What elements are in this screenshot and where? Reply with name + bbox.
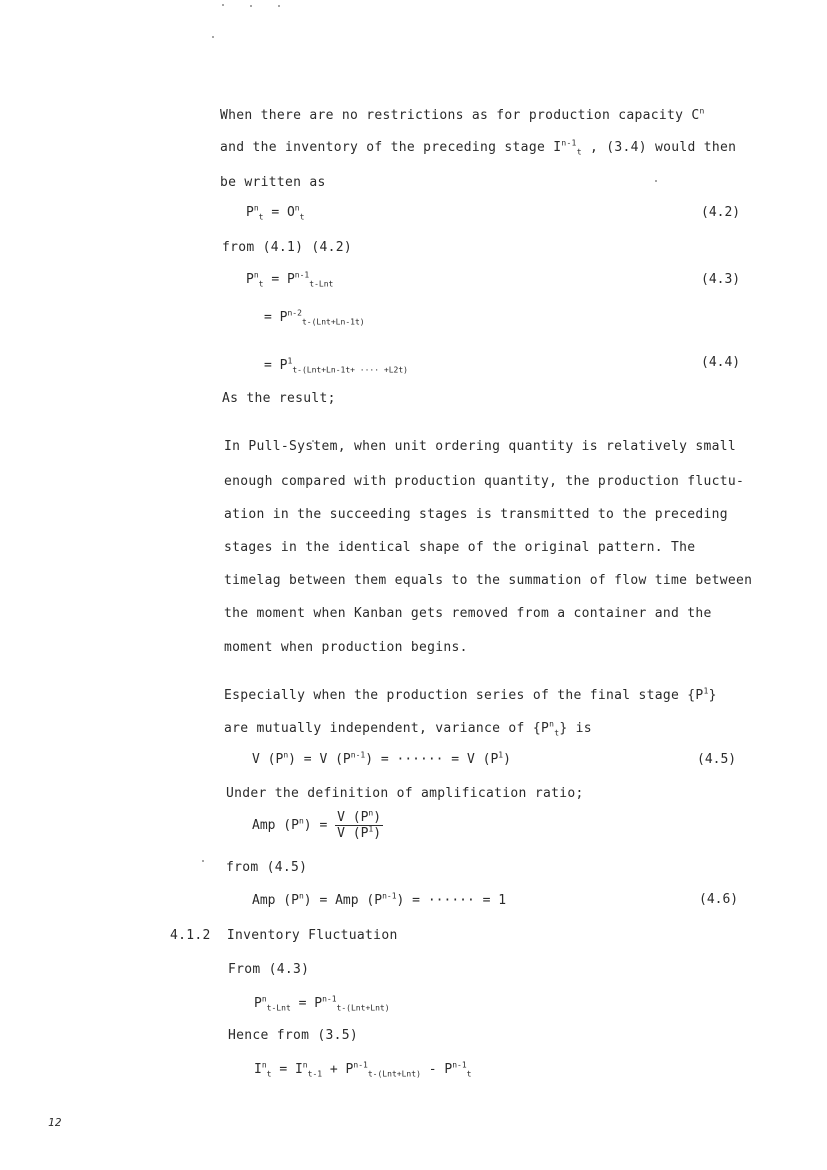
from-4-3: From (4.3) [228,962,310,977]
paragraph-2-line-3: ation in the succeeding stages is transmitted to the preceding [224,507,728,522]
section-heading [170,928,398,943]
scan-speck [655,180,657,182]
page-number: 12 [48,1116,62,1129]
paragraph-1-line-1: When there are no restrictions as for production capacity $C^n$ [220,106,705,123]
from-4-5: from (4.5) [226,860,308,875]
equation-number-4-4: (4.4) [701,355,741,370]
equation-inventory: $I^n_t = I^n_{t-1} + P^{n-1}_{t-(Lnt+Lnt)} - P^{n-1}_t$ [254,1060,472,1079]
paragraph-1-line-3: be written as [220,175,326,190]
paragraph-2-line-7: moment when production begins. [224,640,468,655]
equation-4-3: $P^n_t = P^{n-1}_{t-Lnt}$ [246,270,334,289]
equation-4-5: V $(P^n) = V$ $(P^{n-1})$ = ······ = V $(P^1)$ [252,750,511,767]
as-the-result: As the result; [222,391,336,406]
hence-from-3-5: Hence from (3.5) [228,1028,359,1043]
paragraph-2-line-6: the moment when Kanban gets removed from a container and the [224,606,712,621]
section-title: Inventory Fluctuation [226,928,398,943]
scan-speck [250,5,252,7]
from-4-1-4-2: from (4.1) (4.2) [222,240,353,255]
paragraph-2-line-2: enough compared with production quantity, the production fluctu- [224,474,745,489]
equation-number-4-6: (4.6) [699,892,739,907]
section-number: 4.1.2 [170,928,211,943]
equation-number-4-3: (4.3) [701,272,741,287]
equation-number-4-5: (4.5) [697,752,737,767]
scan-speck [212,36,214,38]
equation-4-3-continuation: = $P^{n-2}_{t-(Lnt+Ln-1t)}$ [264,308,365,327]
under-definition: Under the definition of amplification ratio; [226,786,584,801]
paragraph-2-line-4: stages in the identical shape of the original pattern. The [224,540,696,555]
equation-amp-definition: Amp $(P^n)$ = $\frac{V (P^n)}{V (P^1)}$ [252,808,382,841]
equation-number-4-2: (4.2) [701,205,741,220]
paragraph-1-line-2: and the inventory of the preceding stage $I^{n-1}_t$ , (3.4) would then [220,138,737,157]
amp-fraction: $\frac{V (P^n)}{V (P^1)}$ [337,808,382,841]
equation-from-4-3: $P^n_{t-Lnt} = P^{n-1}_{t-(Lnt+Lnt)}$ [254,994,390,1013]
paragraph-2-line-1: In Pull-System, when unit ordering quantity is relatively small [224,439,736,454]
equation-4-2: $P^n_t = O^n_t$ [246,203,305,222]
equation-4-4: = $P^1_{t-(Lnt+Ln-1t+ \cdot\cdot\cdot\cdot +L2t)}$ [264,356,408,375]
scan-speck [278,5,280,7]
paragraph-3-line-1: Especially when the production series of the final stage $\{P^1\}$ [224,686,717,703]
paragraph-2-line-5: timelag between them equals to the summation of flow time between [224,573,753,588]
scan-speck [222,4,224,6]
equation-4-6: Amp $(P^n)$ = Amp $(P^{n-1})$ = ······ = 1 [252,891,507,908]
paragraph-3-line-2: are mutually independent, variance of $\{P^n_t\}$ is [224,719,592,738]
scan-speck [202,860,204,862]
